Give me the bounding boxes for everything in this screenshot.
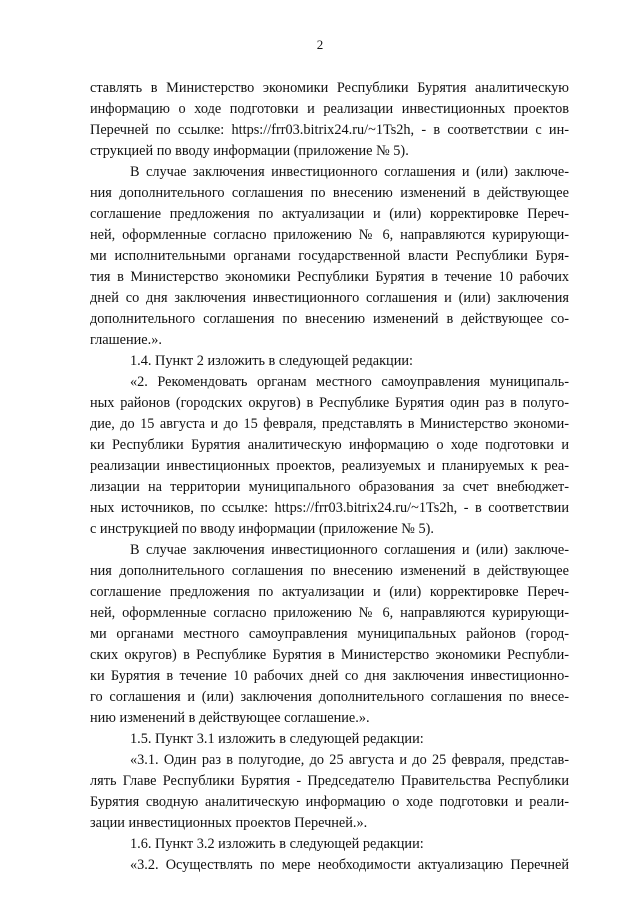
text-line: 1.5. Пункт 3.1 изложить в следующей редакции: — [130, 731, 424, 747]
text-line: Бурятия сводную аналитическую информацию о ходе подготовки и реали- — [90, 794, 569, 810]
text-line: го соглашения и (или) заключения дополнительного соглашения по внесе- — [90, 689, 569, 705]
text-line: ми исполнительными органами государственной власти Республики Буря- — [90, 248, 569, 264]
text-line: В случае заключения инвестиционного соглашения и (или) заключе- — [130, 164, 569, 180]
text-line: ских округов) в Республике Бурятия в Министерство экономики Республи- — [90, 647, 569, 663]
text-line: соглашение предложения по актуализации и (или) корректировке Переч- — [90, 584, 569, 600]
text-line: лизации на территории муниципального образования за счет внебюджет- — [90, 479, 569, 495]
text-line: «2. Рекомендовать органам местного самоуправления муниципаль- — [130, 374, 569, 390]
text-line: ки Республики Бурятия аналитическую информацию о ходе подготовки и — [90, 437, 569, 453]
text-line: тия в Министерство экономики Республики Бурятия в течение 10 рабочих — [90, 269, 569, 285]
text-line: ми органами местного самоуправления муниципальных районов (город- — [90, 626, 569, 642]
text-line: Перечней по ссылке: https://frr03.bitrix24.ru/~1Ts2h, - в соответствии с ин- — [90, 122, 569, 138]
text-line: нию изменений в действующее соглашение.». — [90, 710, 370, 726]
text-line: дополнительного соглашения по внесению изменений в действующее со- — [90, 311, 569, 327]
text-line: ставлять в Министерство экономики Республики Бурятия аналитическую — [90, 80, 569, 96]
text-line: дие, до 15 августа и до 15 февраля, представлять в Министерство экономи- — [90, 416, 569, 432]
text-line: зации инвестиционных проектов Перечней.». — [90, 815, 368, 831]
text-line: 1.6. Пункт 3.2 изложить в следующей редакции: — [130, 836, 424, 852]
text-line: ния дополнительного соглашения по внесению изменений в действующее — [90, 563, 569, 579]
text-line: 1.4. Пункт 2 изложить в следующей редакции: — [130, 353, 413, 369]
text-line: ней, оформленные согласно приложению № 6, направляются курирующи- — [90, 227, 569, 243]
text-line: лять Главе Республики Бурятия - Председателю Правительства Республики — [90, 773, 569, 789]
text-line: ных источников, по ссылке: https://frr03.bitrix24.ru/~1Ts2h, - в соответствии — [90, 500, 569, 516]
text-line: В случае заключения инвестиционного соглашения и (или) заключе- — [130, 542, 569, 558]
page-number: 2 — [316, 37, 324, 52]
text-line: соглашение предложения по актуализации и (или) корректировке Переч- — [90, 206, 569, 222]
text-line: реализации инвестиционных проектов, реализуемых и планируемых к реа- — [90, 458, 569, 474]
text-line: струкцией по вводу информации (приложение № 5). — [90, 143, 409, 159]
text-line: ных районов (городских округов) в Республике Бурятия один раз в полуго- — [90, 395, 569, 411]
text-line: дней со дня заключения инвестиционного соглашения и (или) заключения — [90, 290, 569, 306]
text-line: информацию о ходе подготовки и реализации инвестиционных проектов — [90, 101, 569, 117]
text-line: ки Бурятия в течение 10 рабочих дней со дня заключения инвестиционно- — [90, 668, 569, 684]
body-text — [90, 78, 569, 876]
text-line: глашение.». — [90, 332, 162, 348]
text-line: ния дополнительного соглашения по внесению изменений в действующее — [90, 185, 569, 201]
text-line: «3.1. Один раз в полугодие, до 25 августа и до 25 февраля, представ- — [130, 752, 569, 768]
text-line: «3.2. Осуществлять по мере необходимости актуализацию Перечней — [130, 857, 569, 873]
text-line: с инструкцией по вводу информации (приложение № 5). — [90, 521, 434, 537]
text-line: ней, оформленные согласно приложению № 6, направляются курирующи- — [90, 605, 569, 621]
